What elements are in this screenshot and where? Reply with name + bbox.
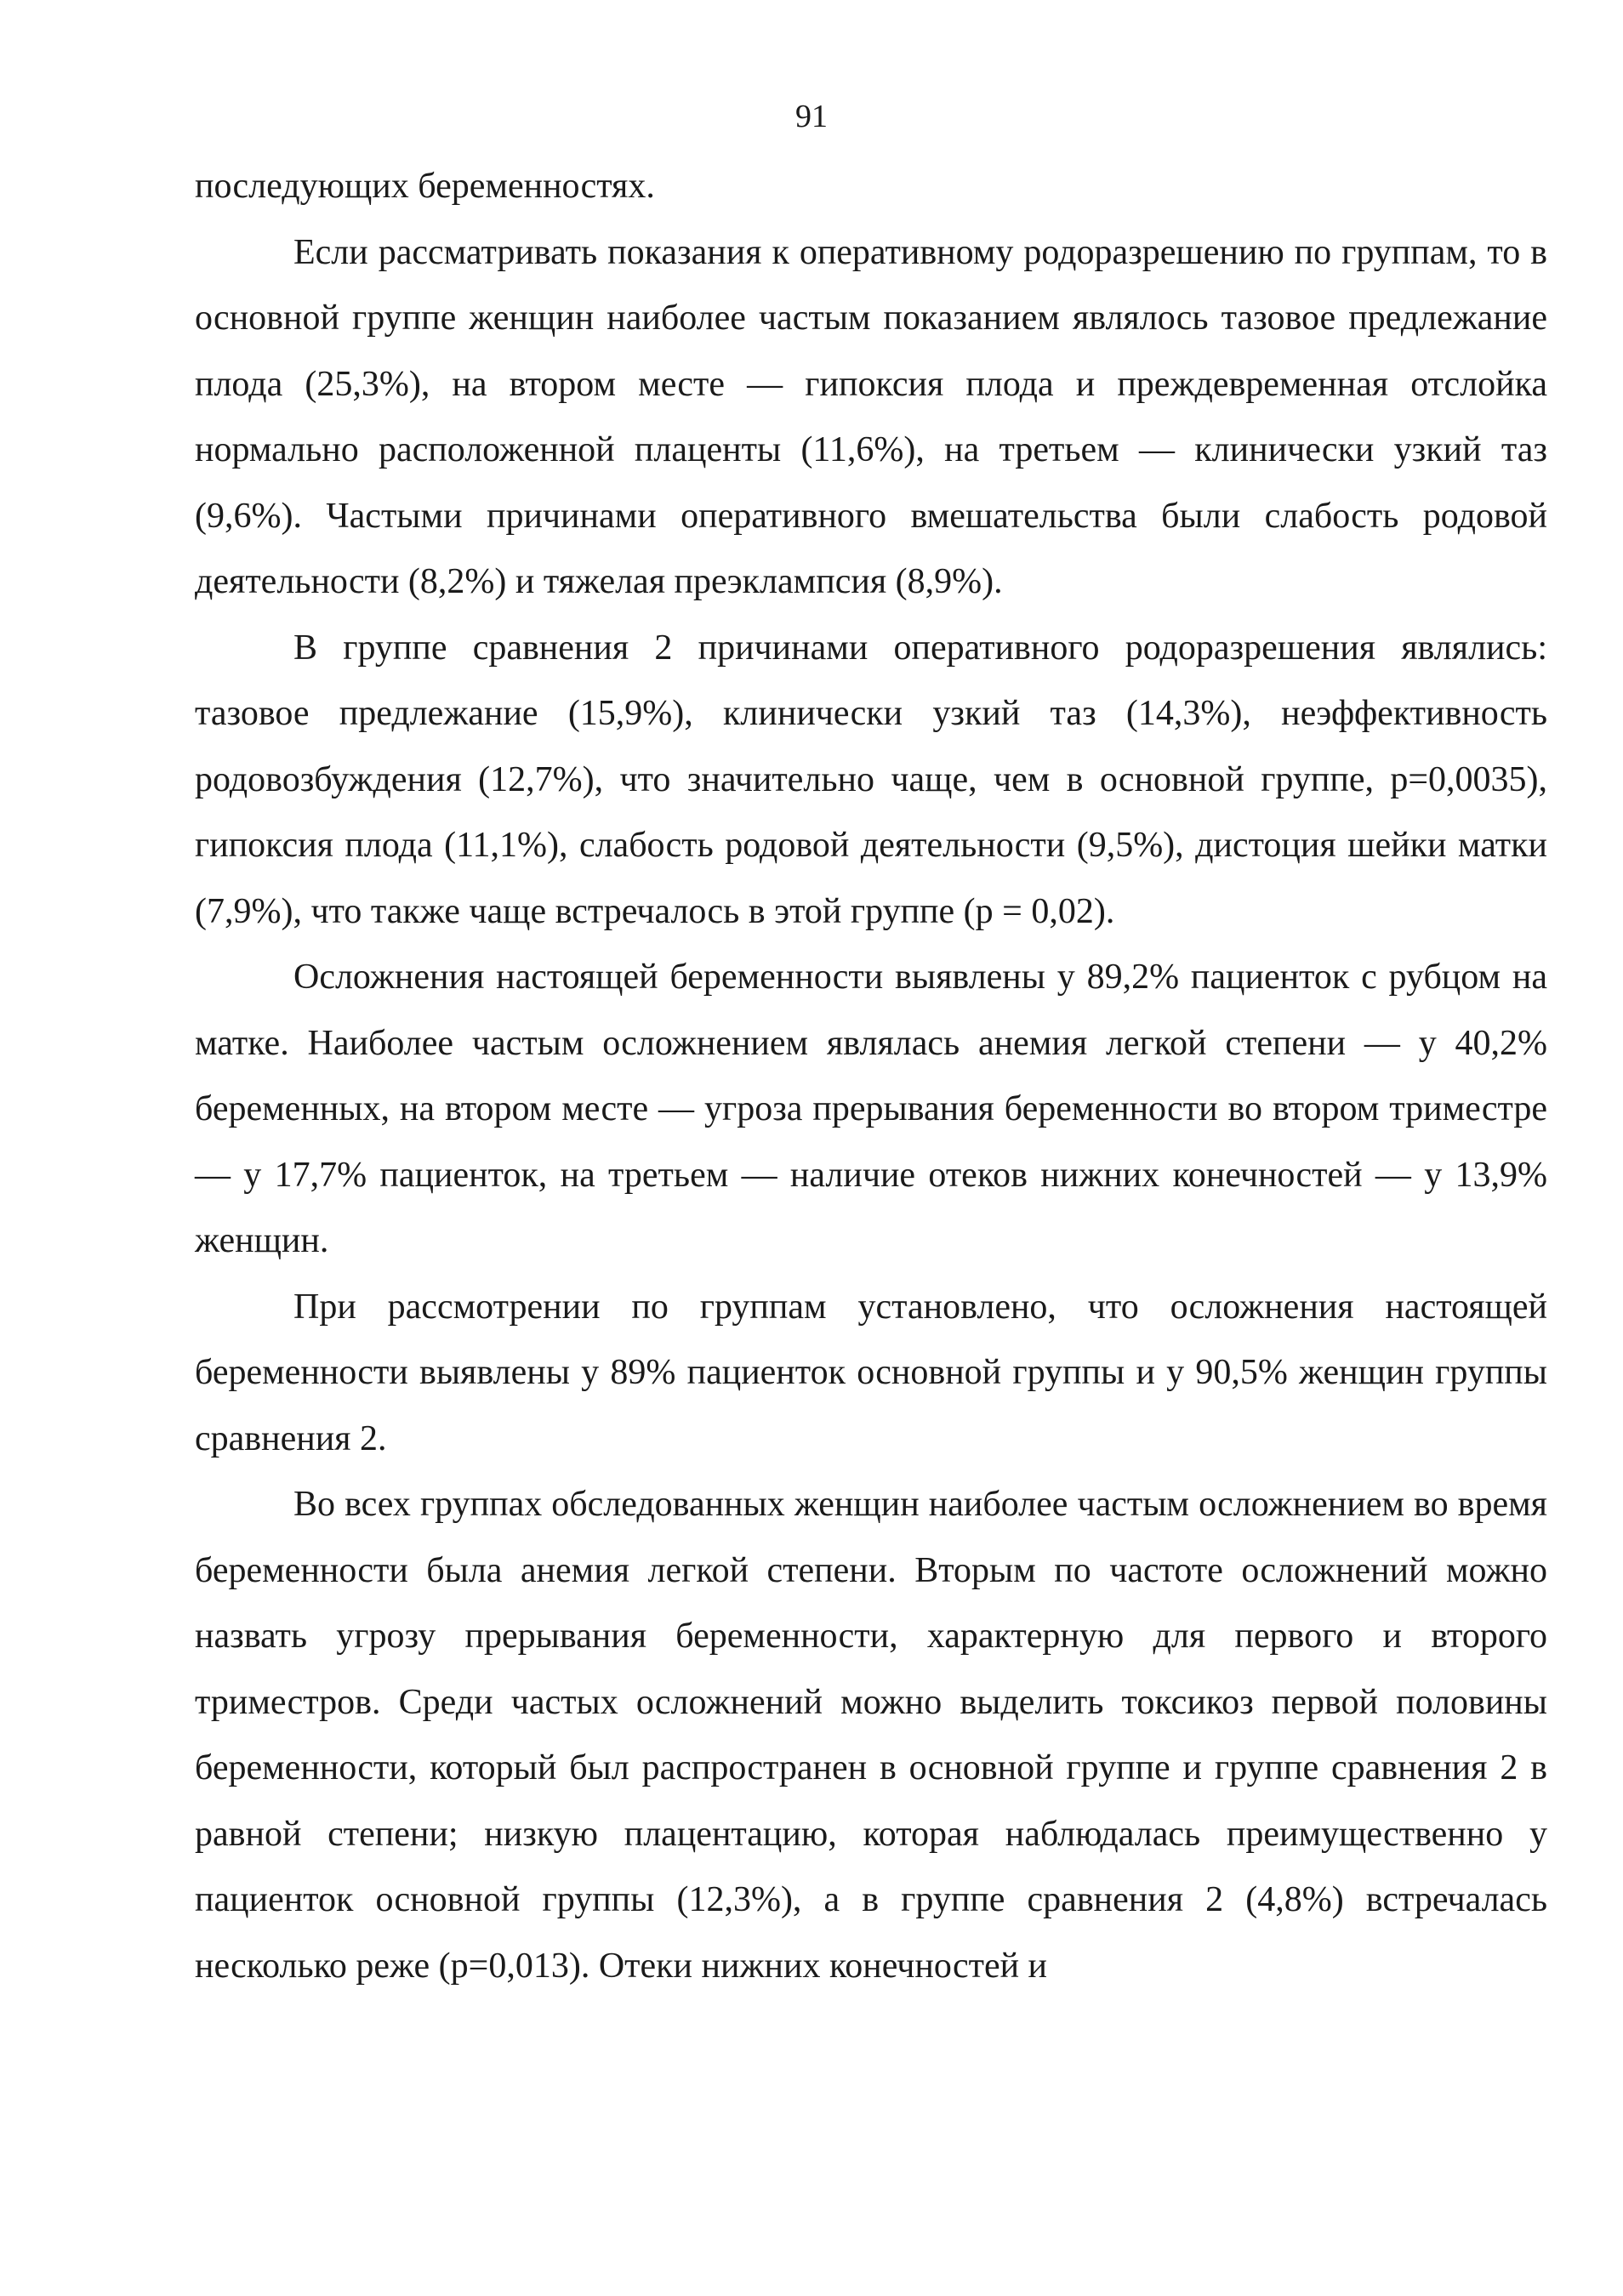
paragraph-surgical-indications-main-group: Если рассматривать показания к оперативному родоразрешению по группам, то в основной группе женщин наиболее частым показанием являлось тазовое предлежание плода (25,3%), на втором месте — гипоксия плода и преждевременная отслойка нормально расположенной плаценты (11,6%), на третьем — клинически узкий таз (9,6%). Частыми причинами оперативного вмешательства были слабость родовой деятельности (8,2%) и тяжелая преэклампсия (8,9%). — [195, 232, 1547, 601]
document-body — [195, 154, 1547, 1999]
page-number: 91 — [795, 99, 828, 134]
paragraph-common-complications: Во всех группах обследованных женщин наиболее частым осложнением во время беременности была анемия легкой степени. Вторым по частоте осложнений можно назвать угрозу прерывания беременности, характерную для первого и второго триместров. Среди частых осложнений можно выделить токсикоз первой половины беременности, который был распространен в основной группе и группе сравнения 2 в равной степени; низкую плацентацию, которая наблюдалась преимущественно у пациенток основной группы (12,3%), а в группе сравнения 2 (4,8%) встречалась несколько реже (p=0,013). Отеки нижних конечностей и — [195, 1485, 1547, 1986]
paragraph-complications-by-group: При рассмотрении по группам установлено, что осложнения настоящей беременности выявлены у 89% пациенток основной группы и у 90,5% женщин группы сравнения 2. — [195, 1287, 1547, 1458]
paragraph-continuation: последующих беременностях. — [195, 167, 655, 206]
paragraph-pregnancy-complications: Осложнения настоящей беременности выявлены у 89,2% пациенток с рубцом на матке. Наиболее частым осложнением являлась анемия легкой степени — у 40,2% беременных, на втором месте — угроза прерывания беременности во втором триместре — у 17,7% пациенток, на третьем — наличие отеков нижних конечностей — у 13,9% женщин. — [195, 958, 1547, 1260]
paragraph-surgical-indications-comparison-group: В группе сравнения 2 причинами оперативного родоразрешения являлись: тазовое предлежание (15,9%), клинически узкий таз (14,3%), неэффективность родовозбуждения (12,7%), что значительно чаще, чем в основной группе, p=0,0035), гипоксия плода (11,1%), слабость родовой деятельности (9,5%), дистоция шейки матки (7,9%), что также чаще встречалось в этой группе (p = 0,02). — [195, 628, 1547, 931]
